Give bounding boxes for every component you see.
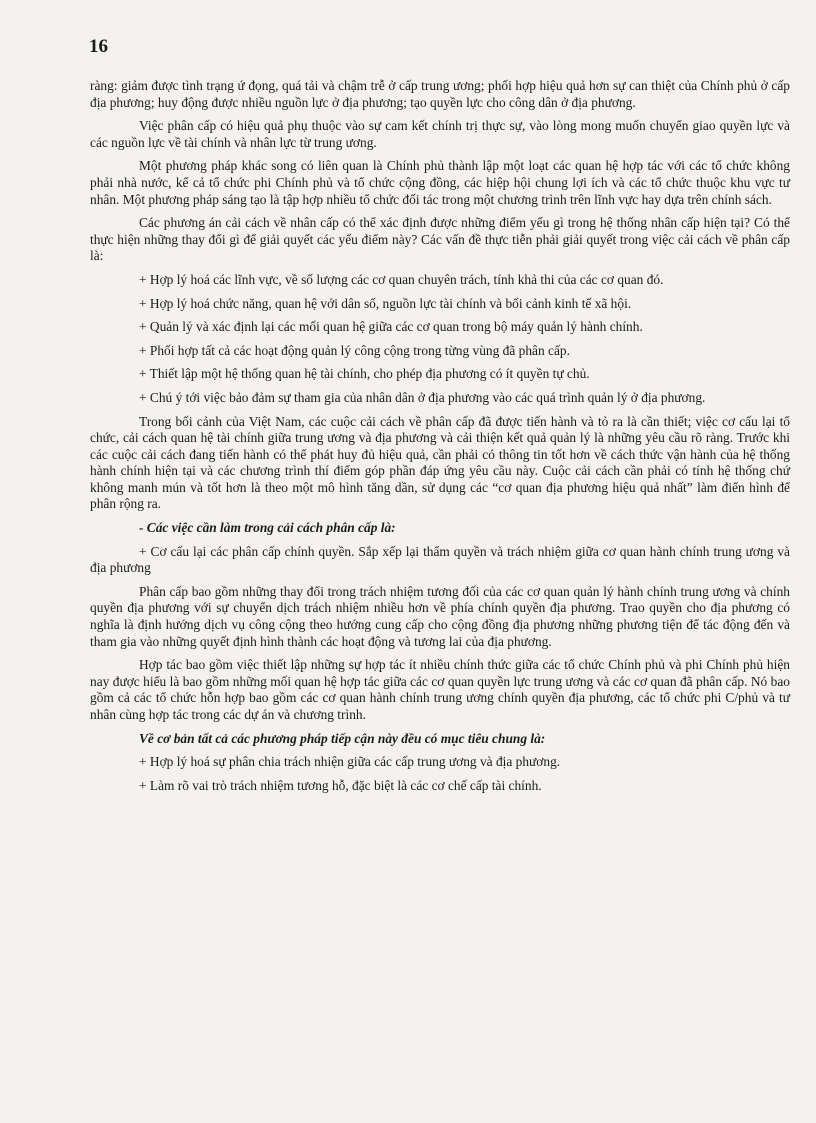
list-item: + Thiết lập một hệ thống quan hệ tài chính, cho phép địa phương có ít quyền tự chủ. (139, 366, 590, 382)
paragraph: Phân cấp bao gồm những thay đổi trong trách nhiệm tương đối của các cơ quan quản lý hành chính trung ương và chính quyền địa phương với sự chuyển dịch trách nhiệm nhiều hơn về phía chính quyền địa phương. Trao quyền cho địa phương có nghĩa là định hướng dịch vụ công cộng theo hướng cung cấp cho cộng đồng địa phương những phương tiện để tác động đến và tham gia vào những quyết định hình thành các hoạt động và tương lai của địa phương. (90, 583, 790, 649)
paragraph: Trong bối cảnh của Việt Nam, các cuộc cải cách về phân cấp đã được tiến hành và tỏ ra là cần thiết; việc cơ cấu lại tổ chức, cải cách quan hệ tài chính giữa trung ương và địa phương và cải thiện kết quả quản lý là những yêu cầu rõ ràng. Trước khi các cuộc cải cách đang tiến hành có thể phát huy đủ hiệu quả, cần phải có thông tin tốt hơn về cách thức vận hành của hệ thống hành chính hiện tại và các chương trình thí điểm góp phần đáp ứng yêu cầu này. Cuộc cải cách cần phải có tính hệ thống chứ không manh mún và tốt hơn là theo một mô hình tăng dần, sử dụng các “cơ quan địa phương hiệu quả nhất” làm điển hình để phân rộng ra. (90, 413, 790, 512)
section-heading: - Các việc cần làm trong cải cách phân cấp là: (139, 520, 396, 536)
list-item: + Hợp lý hoá chức năng, quan hệ với dân số, nguồn lực tài chính và bối cảnh kinh tế xã hội. (139, 295, 632, 311)
paragraph: Hợp tác bao gồm việc thiết lập những sự hợp tác ít nhiều chính thức giữa các tổ chức Chính phủ và phi Chính phủ hiện nay được hiểu là bao gồm những mối quan hệ hợp tác giữa các cơ quan quyền lực trung ương và các cơ quan đã phân cấp. Nó bao gồm cả các tổ chức hỗn hợp bao gồm các cơ quan hành chính trung ương chính quyền địa phương, các tổ chức phi C/phủ và tư nhân cùng hợp tác trong các dự án và chương trình. (90, 657, 790, 722)
list-item: + Cơ cấu lại các phân cấp chính quyền. Sắp xếp lại thẩm quyền và trách nhiệm giữa cơ quan hành chính trung ương và địa phương (90, 543, 790, 576)
section-heading: Về cơ bản tất cả các phương pháp tiếp cận này đều có mục tiêu chung là: (139, 730, 546, 746)
list-item: + Làm rõ vai trò trách nhiệm tương hỗ, đặc biệt là các cơ chế cấp tài chính. (139, 777, 542, 793)
paragraph: Các phương án cải cách về nhân cấp có thể xác định được những điểm yếu gì trong hệ thống nhân cấp hiện tại? Có thể thực hiện những thay đổi gì để giải quyết các yếu điểm này? Các vấn đề thực tiễn phải giải quyết trong việc cải cách về phân cấp là: (90, 215, 790, 264)
list-item: + Hợp lý hoá sự phân chia trách nhiện giữa các cấp trung ương và địa phương. (139, 754, 561, 770)
paragraph: Việc phân cấp có hiệu quả phụ thuộc vào sự cam kết chính trị thực sự, vào lòng mong muốn chuyển giao quyền lực và các nguồn lực về tài chính và nhân lực từ trung ương. (90, 118, 790, 150)
list-item: + Phối hợp tất cả các hoạt động quản lý công cộng trong từng vùng đã phân cấp. (139, 342, 570, 358)
paragraph-continued: ràng: giảm được tình trạng ứ đọng, quá tải và chậm trễ ở cấp trung ương; phối hợp hiệu quả hơn sự can thiệt của Chính phủ ở cấp địa phương; huy động được nhiều nguồn lực ở địa phương; tạo quyền lực cho công dân ở địa phương. (90, 78, 790, 110)
paragraph: Một phương pháp khác song có liên quan là Chính phủ thành lập một loạt các quan hệ hợp tác với các tổ chức không phải nhà nước, kể cả tổ chức phi Chính phủ và tổ chức cộng đồng, các hiệp hội chung lợi ích và các tổ chức thuộc khu vực tư nhân. Một phương pháp sáng tạo là tập hợp nhiều tổ chức đối tác trong một chương trình trên lĩnh vực hay dựa trên chính sách. (90, 158, 790, 207)
document-body (90, 78, 790, 801)
list-item: + Quản lý và xác định lại các mối quan hệ giữa các cơ quan trong bộ máy quản lý hành chính. (139, 319, 643, 335)
list-item: + Chú ý tới việc bảo đảm sự tham gia của nhân dân ở địa phương vào các quá trình quản lý ở địa phương. (139, 389, 706, 405)
page-number: 16 (89, 36, 108, 57)
list-item: + Hợp lý hoá các lĩnh vực, về số lượng các cơ quan chuyên trách, tính khả thi của các cơ quan đó. (139, 271, 664, 287)
